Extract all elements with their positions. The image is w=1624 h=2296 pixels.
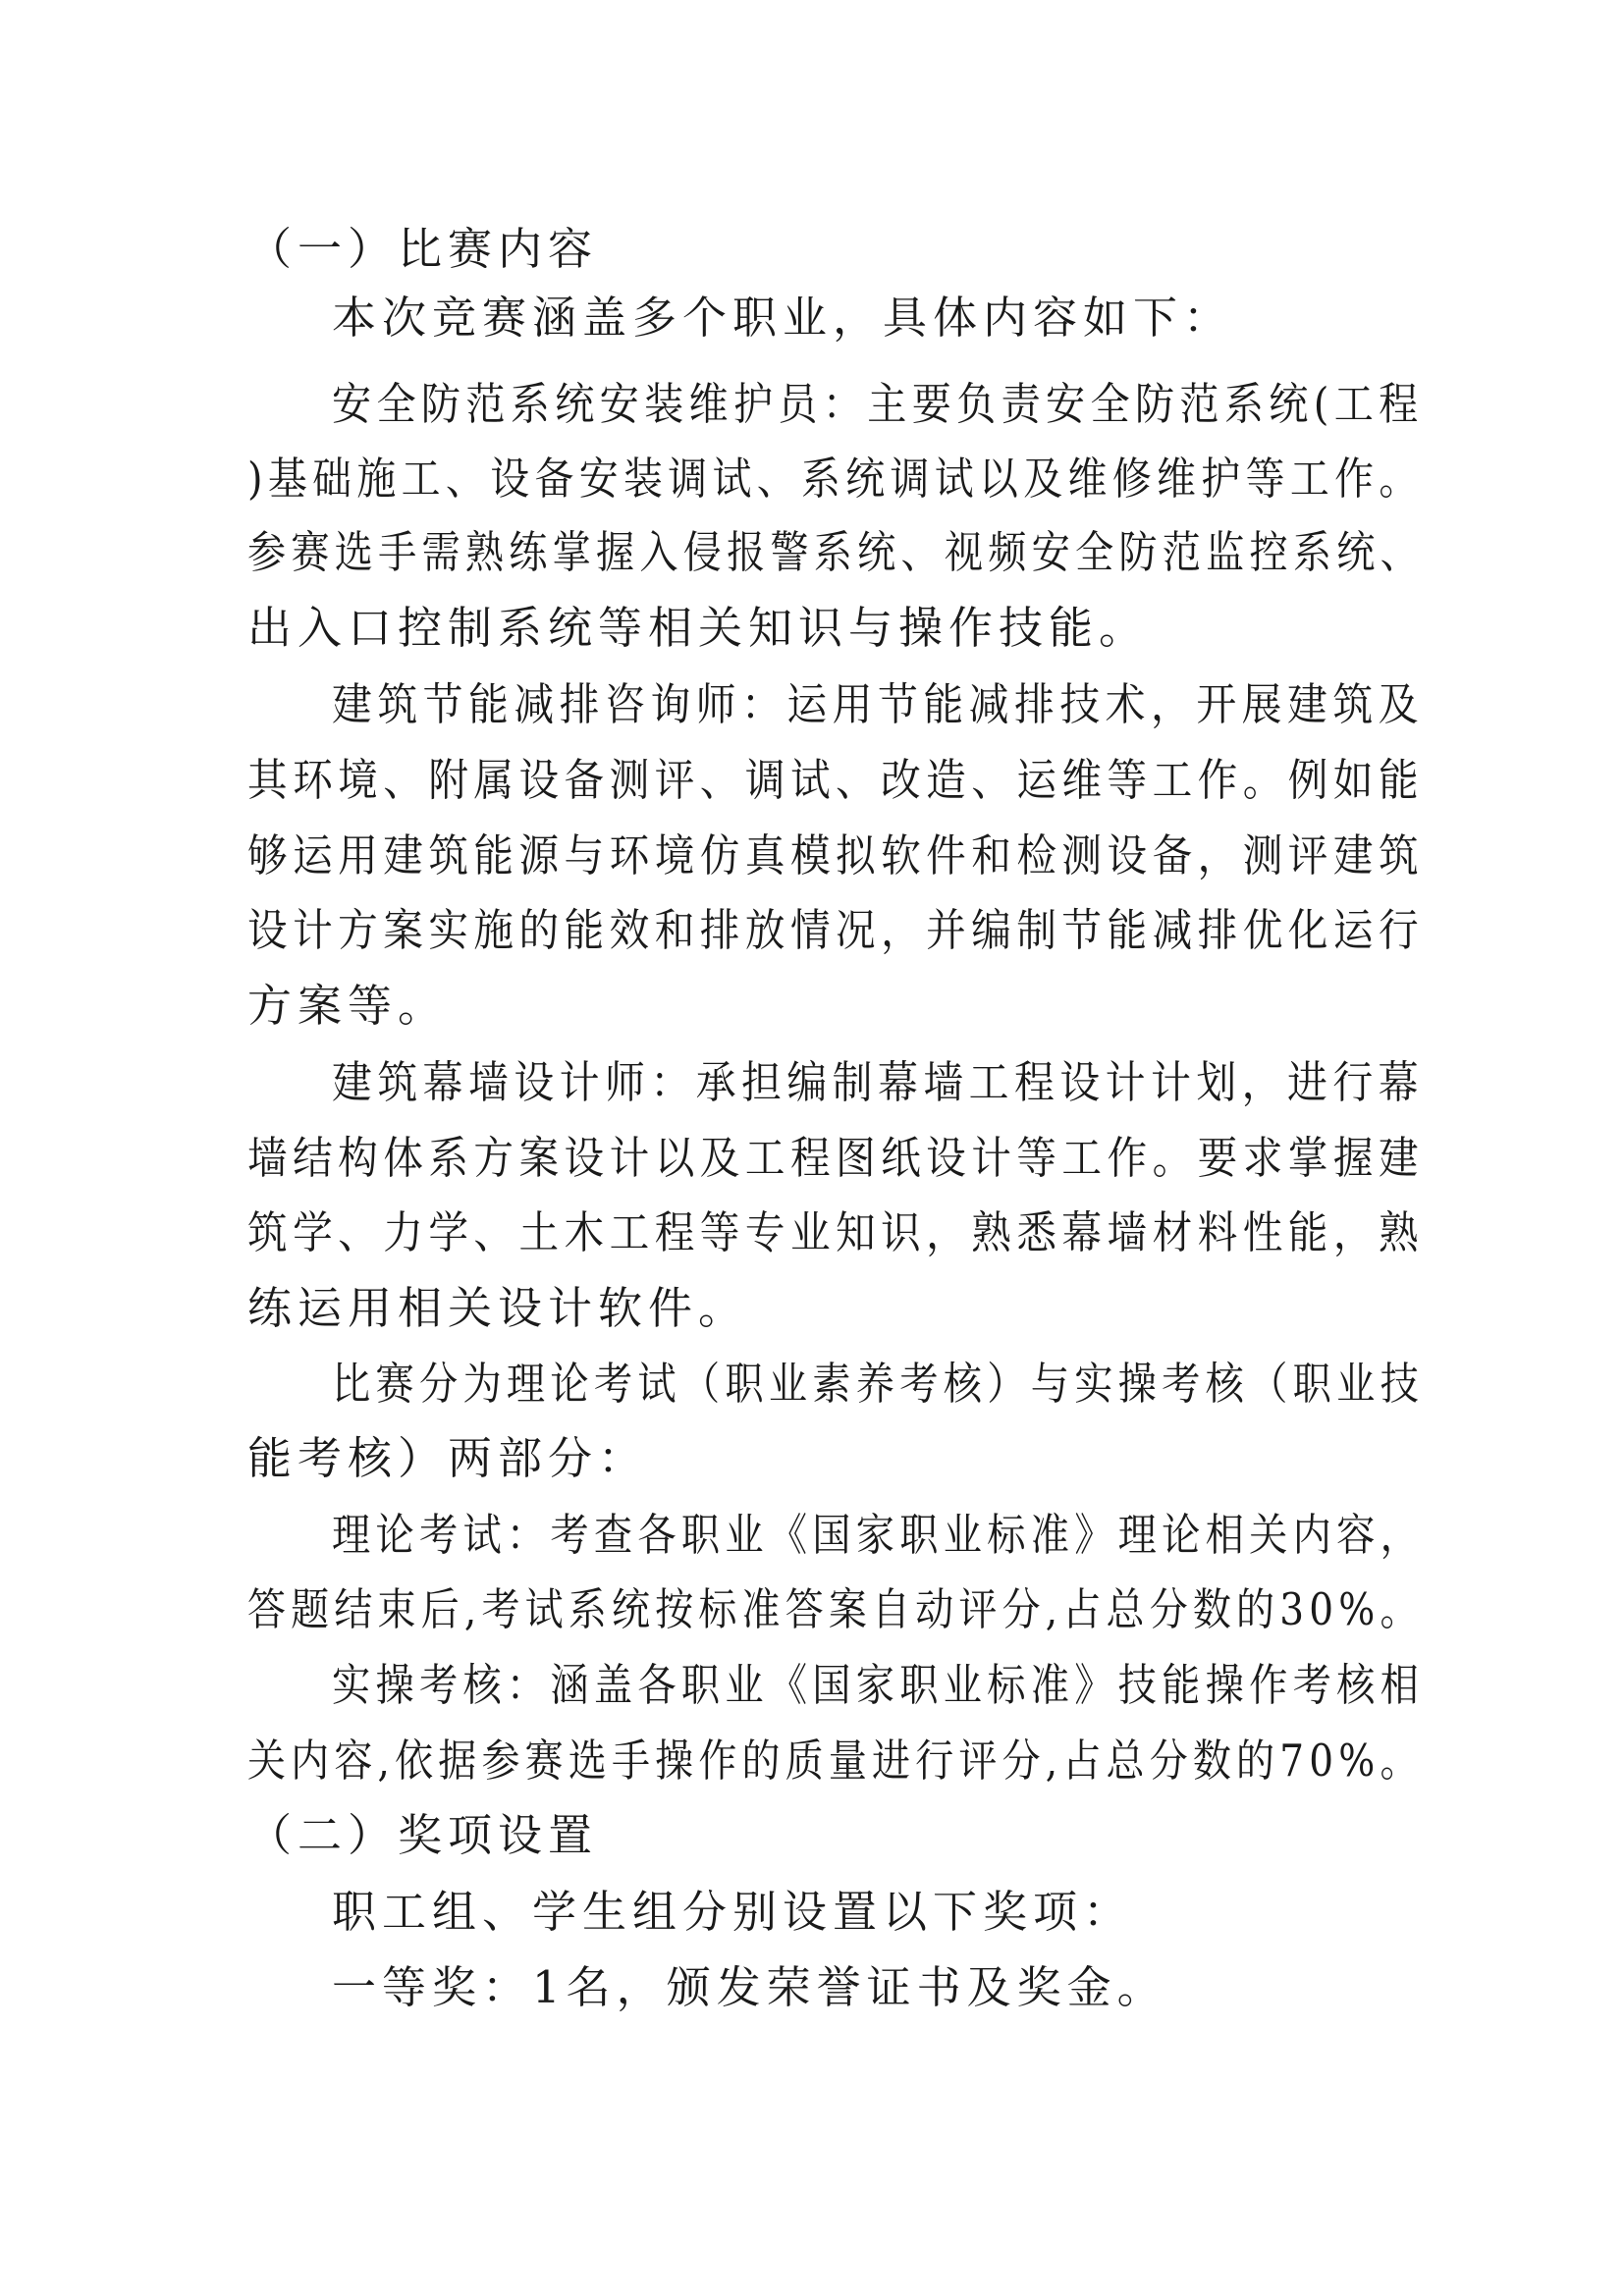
paragraph-line: )基础施工、设备安装调试、系统调试以及维修维护等工作。 (247, 453, 1424, 505)
paragraph-line: 设计方案实施的能效和排放情况，并编制节能减排优化运行 (247, 904, 1425, 956)
paragraph-line: 能考核）两部分： (247, 1432, 649, 1484)
paragraph-line: 关内容,依据参赛选手操作的质量进行评分,占总分数的70%。 (247, 1735, 1424, 1787)
paragraph-line: 建筑幕墙设计师：承担编制幕墙工程设计计划，进行幕 (332, 1056, 1425, 1108)
paragraph-line: 一等奖：1名，颁发荣誉证书及奖金。 (332, 1961, 1167, 2013)
paragraph-line: 实操考核：涵盖各职业《国家职业标准》技能操作考核相 (332, 1659, 1425, 1711)
paragraph-line: 筑学、力学、土木工程等专业知识，熟悉幕墙材料性能，熟 (247, 1206, 1425, 1258)
paragraph-line: 职工组、学生组分别设置以下奖项： (332, 1886, 1134, 1938)
paragraph-line: 建筑节能减排咨询师：运用节能减排技术，开展建筑及 (332, 678, 1425, 730)
paragraph-line: 答题结束后,考试系统按标准答案自动评分,占总分数的30%。 (247, 1583, 1424, 1635)
paragraph-line: 比赛分为理论考试（职业素养考核）与实操考核（职业技 (332, 1358, 1425, 1410)
paragraph-line: 够运用建筑能源与环境仿真模拟软件和检测设备，测评建筑 (247, 829, 1425, 881)
paragraph-line: 方案等。 (247, 980, 449, 1032)
paragraph-line: 练运用相关设计软件。 (247, 1282, 749, 1334)
section-heading-awards: （二）奖项设置 (247, 1809, 599, 1861)
paragraph-line: 理论考试：考查各职业《国家职业标准》理论相关内容， (332, 1509, 1425, 1561)
paragraph-line: 出入口控制系统等相关知识与操作技能。 (247, 602, 1150, 654)
paragraph-line: 本次竞赛涵盖多个职业，具体内容如下： (332, 292, 1234, 344)
paragraph-line: 墙结构体系方案设计以及工程图纸设计等工作。要求掌握建 (247, 1132, 1425, 1184)
paragraph-line: 参赛选手需熟练掌握入侵报警系统、视频安全防范监控系统、 (247, 526, 1425, 578)
section-heading-competition-content: （一）比赛内容 (247, 223, 599, 275)
paragraph-line: 安全防范系统安装维护员：主要负责安全防范系统(工程 (332, 378, 1424, 430)
paragraph-line: 其环境、附属设备测评、调试、改造、运维等工作。例如能 (247, 754, 1425, 806)
